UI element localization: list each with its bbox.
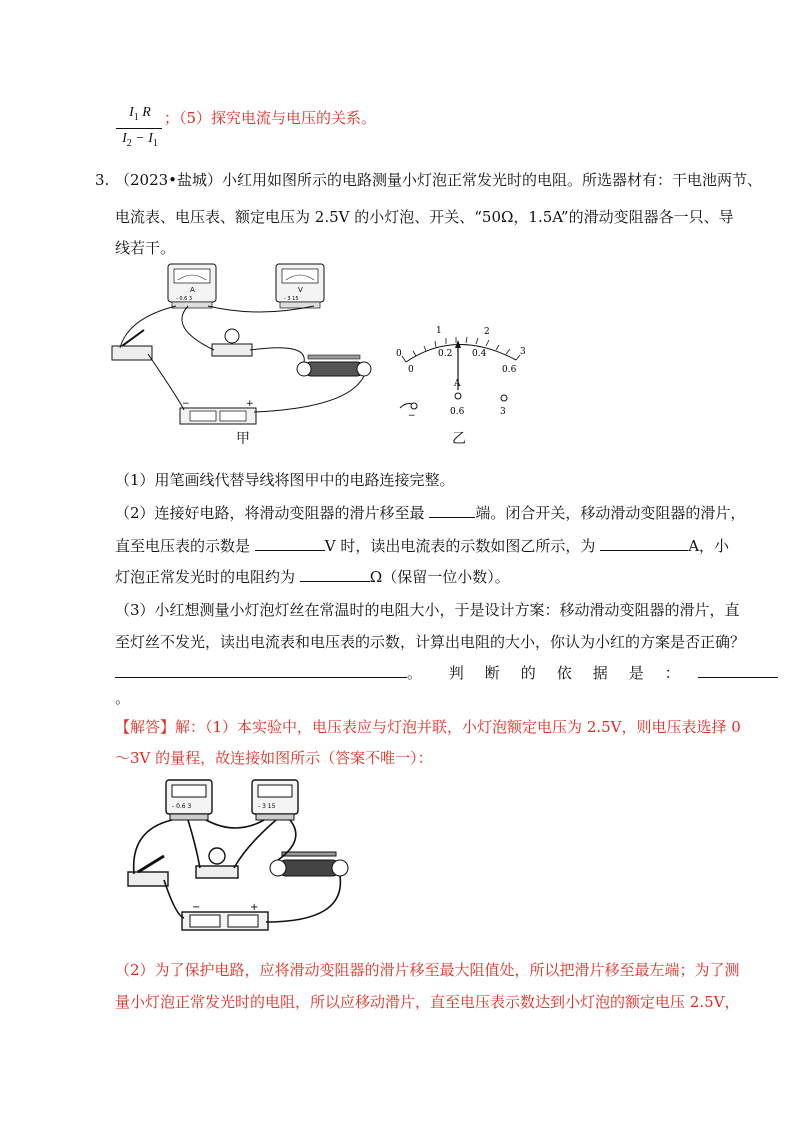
blank-period: 。 [407, 664, 423, 682]
subquestion-2-line-1 [115, 502, 745, 523]
voltmeter-icon [276, 264, 324, 308]
question-line-1: （2023•盐城）小红用如图所示的电路测量小灯泡正常发光时的电阻。所选器材有：干电池两节、 [115, 171, 763, 189]
basis-char-1: 判 [448, 664, 464, 682]
terminal-06-label: 0.6 [450, 407, 465, 417]
subquestion-1: （1）用笔画线代替导线将图甲中的电路连接完整。 [115, 471, 455, 489]
basis-char-6: 是 [628, 664, 644, 682]
question-number: 3. [95, 171, 110, 189]
denominator-mid: − I [131, 130, 153, 146]
answer-blank-voltage[interactable] [255, 535, 325, 551]
ammeter-icon [168, 264, 216, 308]
basis-prompt [449, 664, 698, 682]
battery-minus-label: − [182, 399, 190, 409]
terminal-minus-icon [411, 403, 417, 409]
question-line-3: 线若干。 [115, 239, 176, 257]
circuit-jia-drawing [108, 258, 388, 448]
answer-blank-basis[interactable] [698, 662, 778, 678]
bulb-icon [212, 329, 252, 356]
fraction-denominator [116, 130, 164, 153]
answer-ammeter-ticks: - 0.6 3 [172, 803, 192, 810]
terminal-3-icon [501, 395, 507, 401]
subquestion-2-g: Ω（保留一位小数）。 [369, 568, 510, 586]
basis-char-2: 断 [484, 664, 500, 682]
voltmeter-symbol: V [298, 286, 303, 294]
scale-outer-3: 3 [520, 347, 526, 357]
subquestion-2-line-3 [115, 566, 510, 587]
answer-label: 【解答】 [115, 718, 176, 736]
answer-rheostat-icon [270, 852, 348, 876]
answer-bulb-icon [196, 848, 238, 878]
terminal-minus-label: − [408, 411, 416, 421]
answer-blank-end[interactable] [429, 502, 475, 518]
basis-char-3: 的 [520, 664, 536, 682]
answer-ammeter-icon [166, 780, 212, 820]
numerator-symbol: I [129, 105, 134, 120]
scale-outer-1: 1 [436, 326, 442, 336]
answer-line-2: ～3V 的量程，故连接如图所示（答案不唯一）： [115, 749, 433, 767]
scale-inner-3: 0.6 [502, 365, 517, 375]
battery-plus-label: + [246, 399, 254, 409]
basis-char-7: ： [664, 664, 680, 682]
answer-blank-correct[interactable] [115, 662, 407, 678]
answer-part2-line-2: 量小灯泡正常发光时的电阻，所以应移动滑片，直至电压表示数达到小灯泡的额定电压 2.5V， [115, 993, 740, 1011]
circuit-figure-answer [126, 776, 376, 936]
figure-yi-caption: 乙 [452, 431, 466, 447]
denominator-symbol: I [122, 130, 127, 146]
terminal-06-icon [455, 393, 461, 399]
answer-line-1 [115, 717, 741, 737]
terminal-3-label: 3 [500, 407, 506, 417]
battery-icon [180, 399, 256, 424]
answer-text-1: 解：（1）本实验中，电压表应与灯泡并联，小灯泡额定电压为 2.5V，则电压表选择 0 [175, 718, 741, 736]
answer-battery-icon [182, 902, 268, 930]
scale-inner-2: 0.4 [472, 349, 487, 359]
numerator-subscript: 1 [133, 111, 139, 123]
fraction-bar [116, 128, 162, 129]
subquestion-2-line-2 [115, 535, 729, 556]
subquestion-2-c: 直至电压表的示数是 [115, 537, 251, 555]
scale-inner-1: 0.2 [438, 349, 453, 359]
terminal-hook-icon [400, 404, 412, 409]
scale-outer-0: 0 [396, 349, 402, 359]
answer-battery-plus: + [250, 902, 259, 913]
fraction-trailing-text: ；（5）探究电流与电压的关系。 [164, 109, 377, 127]
dial-meter-symbol: A [454, 379, 461, 389]
scale-inner-0: 0 [408, 365, 414, 375]
subquestion-2-a: （2）连接好电路，将滑动变阻器的滑片移至最 [115, 504, 425, 522]
answer-fraction [116, 104, 164, 153]
dial-ticks [402, 337, 520, 362]
ammeter-symbol: A [190, 286, 195, 294]
subquestion-3-line-1: （3）小红想测量小灯泡灯丝在常温时的电阻大小，于是设计方案：移动滑动变阻器的滑片，直 [115, 601, 740, 619]
fraction-numerator [116, 104, 164, 127]
denominator-subscript-2: 1 [152, 137, 158, 149]
answer-blank-current[interactable] [600, 535, 688, 551]
rheostat-icon [297, 355, 371, 376]
answer-part2-line-1: （2）为了保护电路，应将滑动变阻器的滑片移至最大阻值处，所以把滑片移至最左端；为了测 [115, 961, 740, 979]
denominator-subscript: 2 [126, 137, 132, 149]
circuit-answer-drawing [126, 776, 376, 936]
answer-battery-minus: − [192, 902, 201, 913]
scale-outer-2: 2 [484, 327, 490, 337]
answer-blank-resistance[interactable] [300, 566, 370, 582]
subquestion-2-e: A，小 [688, 537, 730, 555]
answer-voltmeter-ticks: - 3 15 [258, 803, 276, 810]
answer-voltmeter-icon [252, 780, 298, 820]
question-line-2: 电流表、电压表、额定电压为 2.5V 的小灯泡、开关、“50Ω，1.5A”的滑动变阻器各一只、导 [115, 208, 734, 226]
subquestion-2-f: 灯泡正常发光时的电阻约为 [115, 568, 296, 586]
subquestion-2-b: 端。闭合开关，移动滑动变阻器的滑片， [475, 504, 746, 522]
numerator-tail: R [138, 105, 151, 120]
circuit-figure-jia [108, 258, 388, 448]
subquestion-3-end: 。 [115, 689, 131, 707]
basis-char-4: 依 [556, 664, 572, 682]
figure-jia-caption: 甲 [236, 431, 250, 447]
ammeter-dial-yi [392, 318, 532, 448]
switch-icon [112, 330, 152, 360]
subquestion-2-d: V 时，读出电流表的示数如图乙所示，为 [324, 537, 596, 555]
voltmeter-ticks: - 3 15 [284, 296, 299, 302]
subquestion-3-line-3 [115, 662, 800, 683]
basis-char-5: 据 [592, 664, 608, 682]
ammeter-ticks: - 0.6 3 [176, 296, 193, 302]
subquestion-3-line-2: 至灯丝不发光，读出电流表和电压表的示数，计算出电阻的大小，你认为小红的方案是否正确？ [115, 633, 746, 651]
